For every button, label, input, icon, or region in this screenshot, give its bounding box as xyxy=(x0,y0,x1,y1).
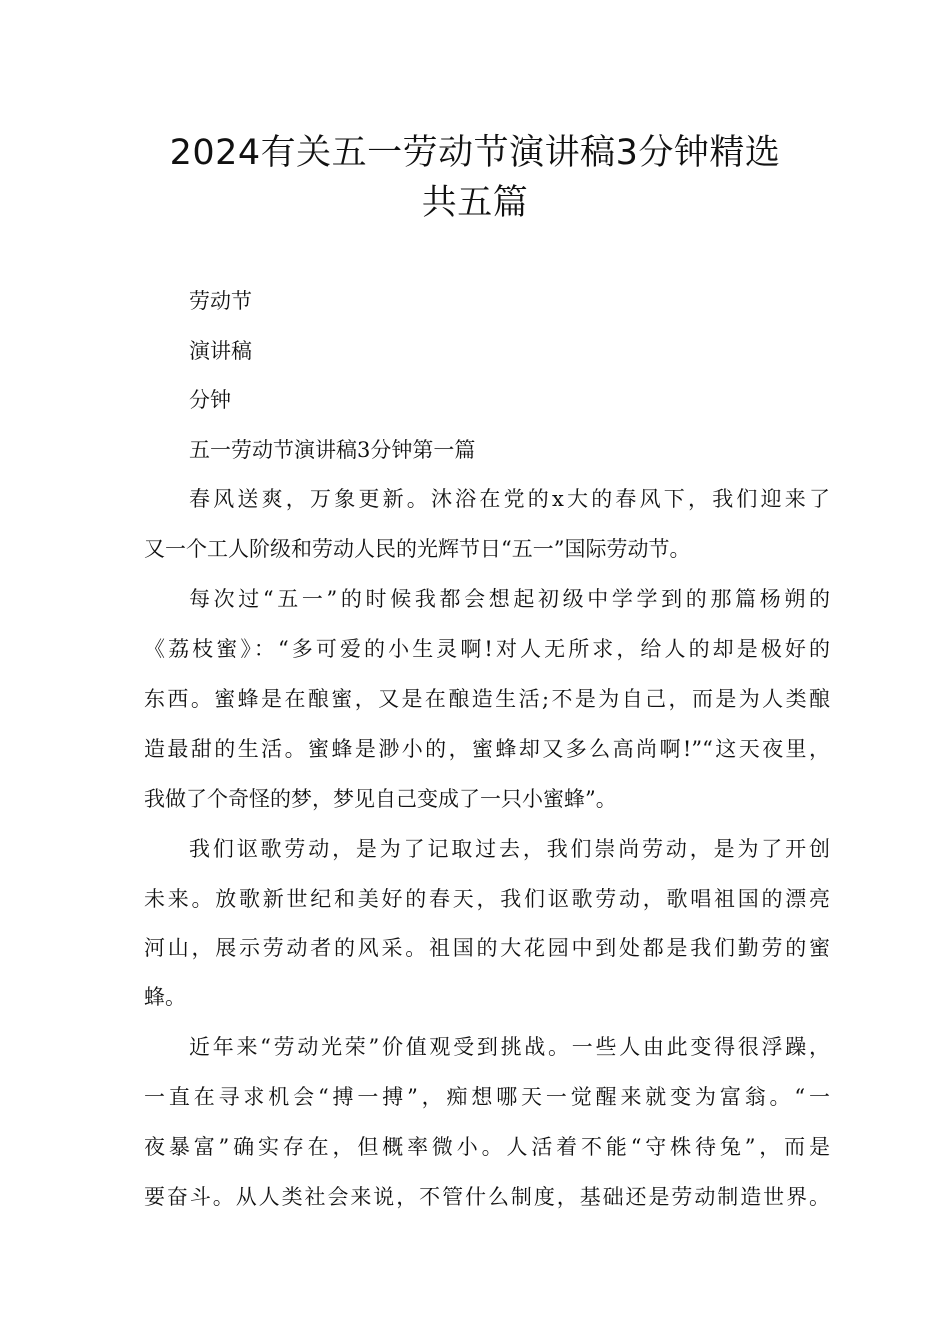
paragraph-2-line-3: 东西。蜜蜂是在酿蜜，又是在酿造生活;不是为自己，而是为人类酿 xyxy=(144,687,830,711)
paragraph-2-line-5: 我做了个奇怪的梦，梦见自己变成了一只小蜜蜂”。 xyxy=(144,787,617,811)
paragraph-4-line-2: 一直在寻求机会“搏一搏”，痴想哪天一觉醒来就变为富翁。“一 xyxy=(144,1085,830,1109)
keyword-minutes: 分钟 xyxy=(189,388,231,412)
keyword-speech: 演讲稿 xyxy=(189,339,252,363)
paragraph-1-line-1: 春风送爽，万象更新。沐浴在党的x大的春风下，我们迎来了 xyxy=(189,487,830,511)
title-line-1: 2024有关五一劳动节演讲稿3分钟精选 xyxy=(169,133,781,173)
paragraph-2-line-4: 造最甜的生活。蜜蜂是渺小的，蜜蜂却又多么高尚啊!”“这天夜里， xyxy=(144,737,830,761)
title-line-2: 共五篇 xyxy=(421,183,529,223)
paragraph-4-line-4: 要奋斗。从人类社会来说，不管什么制度，基础还是劳动制造世界。 xyxy=(144,1185,830,1209)
section-heading: 五一劳动节演讲稿3分钟第一篇 xyxy=(189,438,476,462)
paragraph-3-line-3: 河山，展示劳动者的风采。祖国的大花园中到处都是我们勤劳的蜜 xyxy=(144,936,830,960)
paragraph-3-line-2: 未来。放歌新世纪和美好的春天，我们讴歌劳动，歌唱祖国的漂亮 xyxy=(144,887,830,911)
paragraph-2-line-1: 每次过“五一”的时候我都会想起初级中学学到的那篇杨朔的 xyxy=(189,587,830,611)
paragraph-1-line-2: 又一个工人阶级和劳动人民的光辉节日“五一”国际劳动节。 xyxy=(144,537,691,561)
paragraph-3-line-4: 蜂。 xyxy=(144,985,186,1009)
paragraph-3-line-1: 我们讴歌劳动，是为了记取过去，我们崇尚劳动，是为了开创 xyxy=(189,837,830,861)
paragraph-4-line-3: 夜暴富”确实存在，但概率微小。人活着不能“守株待兔”，而是 xyxy=(144,1135,830,1159)
document-title xyxy=(120,128,830,228)
keyword-labor-day: 劳动节 xyxy=(189,289,252,313)
paragraph-2-line-2: 《荔枝蜜》：“多可爱的小生灵啊!对人无所求，给人的却是极好的 xyxy=(144,637,830,661)
paragraph-4-line-1: 近年来“劳动光荣”价值观受到挑战。一些人由此变得很浮躁， xyxy=(189,1035,830,1059)
